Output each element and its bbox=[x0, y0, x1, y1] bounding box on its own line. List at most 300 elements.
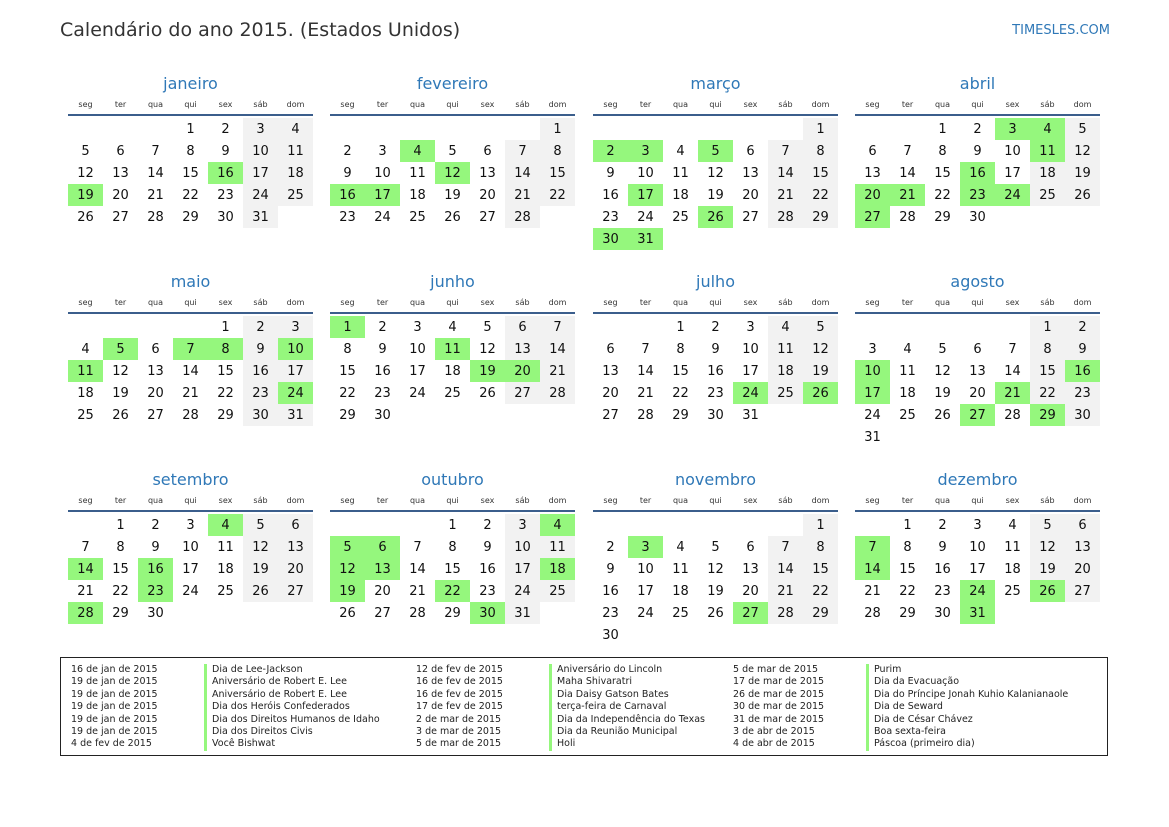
holiday-name: Boa sexta-feira bbox=[874, 725, 946, 737]
day-cell: 23 bbox=[339, 209, 356, 225]
weekday-label: sex bbox=[480, 100, 495, 109]
month-name: agosto bbox=[950, 272, 1005, 291]
empty-cell bbox=[960, 426, 995, 448]
weekday-label: dom bbox=[811, 298, 830, 307]
empty-cell bbox=[733, 118, 768, 140]
empty-cell bbox=[330, 118, 365, 140]
day-cell: 23 bbox=[374, 385, 391, 401]
day-cell: 21 bbox=[864, 583, 881, 599]
empty-cell bbox=[733, 624, 768, 646]
weekday-label: dom bbox=[811, 100, 830, 109]
weekday-label: sáb bbox=[778, 496, 793, 505]
holiday-name: Dia de César Chávez bbox=[874, 713, 973, 725]
empty-cell bbox=[698, 228, 733, 250]
day-cell: 9 bbox=[606, 561, 615, 577]
day-cell: 9 bbox=[243, 338, 278, 360]
day-cell: 14 bbox=[540, 338, 575, 360]
weekday-label: seg bbox=[78, 298, 93, 307]
day-cell: 13 bbox=[479, 165, 496, 181]
weekday-label: ter bbox=[114, 298, 127, 307]
day-cell: 6 bbox=[606, 341, 615, 357]
day-cell: 22 bbox=[803, 184, 838, 206]
holiday-name: Dia da Evacuação bbox=[874, 676, 960, 688]
day-cell: 8 bbox=[903, 539, 912, 555]
holiday-name: Aniversário de Robert E. Lee bbox=[212, 676, 347, 688]
legend-item bbox=[733, 689, 1068, 701]
holiday-date: 26 de mar de 2015 bbox=[733, 688, 825, 700]
day-cell: 20 bbox=[742, 583, 759, 599]
day-cell: 4 bbox=[768, 316, 803, 338]
header-rule bbox=[68, 510, 313, 512]
day-cell: 27 bbox=[278, 580, 313, 602]
day-cell: 3 bbox=[413, 319, 422, 335]
holiday-marker bbox=[866, 664, 869, 676]
holiday-name: Dia da Independência do Texas bbox=[557, 713, 705, 725]
day-cell: 2 bbox=[151, 517, 160, 533]
day-cell: 25 bbox=[444, 385, 461, 401]
day-cell: 16 bbox=[330, 184, 365, 206]
empty-cell bbox=[435, 118, 470, 140]
legend-item bbox=[733, 664, 1068, 676]
day-cell: 27 bbox=[602, 407, 619, 423]
day-cell: 25 bbox=[540, 580, 575, 602]
day-cell: 29 bbox=[1030, 404, 1065, 426]
month-name: fevereiro bbox=[416, 74, 489, 93]
day-cell: 27 bbox=[505, 382, 540, 404]
day-cell: 7 bbox=[1008, 341, 1017, 357]
day-cell: 23 bbox=[1065, 382, 1100, 404]
day-cell: 12 bbox=[803, 338, 838, 360]
header-rule bbox=[855, 312, 1100, 314]
holiday-date: 3 de mar de 2015 bbox=[416, 725, 502, 737]
legend-item bbox=[733, 701, 1068, 713]
empty-cell bbox=[68, 316, 103, 338]
day-cell: 30 bbox=[593, 228, 628, 250]
weekday-label: sáb bbox=[1040, 298, 1055, 307]
day-cell: 1 bbox=[448, 517, 457, 533]
day-cell: 25 bbox=[672, 605, 689, 621]
weekday-label: dom bbox=[1073, 298, 1092, 307]
holiday-date: 30 de mar de 2015 bbox=[733, 701, 825, 713]
day-cell: 22 bbox=[339, 385, 356, 401]
empty-cell bbox=[803, 624, 838, 646]
day-cell: 3 bbox=[995, 118, 1030, 140]
month-julho bbox=[593, 271, 838, 426]
holiday-marker bbox=[549, 689, 552, 701]
header-rule bbox=[68, 312, 313, 314]
day-cell: 28 bbox=[768, 602, 803, 624]
day-cell: 19 bbox=[243, 558, 278, 580]
month-março bbox=[593, 73, 838, 250]
day-cell: 9 bbox=[973, 143, 982, 159]
month-dezembro bbox=[855, 469, 1100, 624]
weekday-label: qua bbox=[147, 100, 164, 109]
day-cell: 2 bbox=[221, 121, 230, 137]
day-cell: 9 bbox=[151, 539, 160, 555]
day-cell: 30 bbox=[470, 602, 505, 624]
day-cell: 12 bbox=[707, 561, 724, 577]
weekday-header bbox=[593, 293, 838, 312]
day-cell: 19 bbox=[707, 187, 724, 203]
weekday-label: sex bbox=[743, 100, 758, 109]
day-cell: 23 bbox=[934, 583, 951, 599]
holiday-marker bbox=[204, 689, 207, 701]
day-cell: 11 bbox=[1030, 140, 1065, 162]
day-cell: 11 bbox=[435, 338, 470, 360]
holiday-name: Dia da Reunião Municipal bbox=[557, 725, 678, 737]
empty-cell bbox=[173, 602, 208, 624]
weekday-label: sex bbox=[480, 496, 495, 505]
day-cell: 6 bbox=[365, 536, 400, 558]
day-cell: 11 bbox=[672, 561, 689, 577]
holiday-marker bbox=[549, 714, 552, 726]
day-cell: 25 bbox=[217, 583, 234, 599]
holiday-name: Maha Shivaratri bbox=[557, 676, 633, 688]
empty-cell bbox=[540, 602, 575, 624]
month-agosto bbox=[855, 271, 1100, 448]
weekday-label: sex bbox=[1005, 100, 1020, 109]
empty-cell bbox=[1065, 602, 1100, 624]
day-cell: 2 bbox=[378, 319, 387, 335]
header-rule bbox=[593, 312, 838, 314]
month-name: setembro bbox=[152, 470, 229, 489]
empty-cell bbox=[698, 514, 733, 536]
day-cell: 10 bbox=[409, 341, 426, 357]
day-cell: 28 bbox=[864, 605, 881, 621]
day-cell: 25 bbox=[409, 209, 426, 225]
day-cell: 25 bbox=[1004, 583, 1021, 599]
day-cell: 11 bbox=[768, 338, 803, 360]
weekday-label: ter bbox=[901, 100, 914, 109]
weekday-label: seg bbox=[603, 100, 618, 109]
day-cell: 16 bbox=[960, 162, 995, 184]
day-cell: 20 bbox=[505, 360, 540, 382]
weekday-label: seg bbox=[340, 100, 355, 109]
holiday-date: 3 de abr de 2015 bbox=[733, 725, 815, 737]
empty-cell bbox=[803, 228, 838, 250]
day-cell: 17 bbox=[409, 363, 426, 379]
day-cell: 26 bbox=[243, 580, 278, 602]
day-cell: 4 bbox=[400, 140, 435, 162]
day-cell: 19 bbox=[68, 184, 103, 206]
weekday-label: sáb bbox=[253, 100, 268, 109]
header-rule bbox=[330, 114, 575, 116]
day-cell: 17 bbox=[505, 558, 540, 580]
day-cell: 5 bbox=[711, 539, 720, 555]
day-cell: 18 bbox=[77, 385, 94, 401]
day-cell: 24 bbox=[864, 407, 881, 423]
month-name: junho bbox=[430, 272, 475, 291]
holiday-date: 17 de mar de 2015 bbox=[733, 676, 825, 688]
empty-cell bbox=[663, 514, 698, 536]
header-rule bbox=[593, 114, 838, 116]
day-cell: 3 bbox=[243, 118, 278, 140]
day-cell: 31 bbox=[505, 602, 540, 624]
day-cell: 6 bbox=[505, 316, 540, 338]
empty-cell bbox=[400, 404, 435, 426]
empty-cell bbox=[243, 602, 278, 624]
weekday-header bbox=[855, 491, 1100, 510]
day-cell: 29 bbox=[112, 605, 129, 621]
day-cell: 15 bbox=[112, 561, 129, 577]
day-cell: 12 bbox=[707, 165, 724, 181]
day-cell: 25 bbox=[278, 184, 313, 206]
empty-cell bbox=[1065, 426, 1100, 448]
holiday-date: 5 de mar de 2015 bbox=[416, 738, 502, 750]
weekday-label: ter bbox=[376, 298, 389, 307]
weekday-label: qui bbox=[709, 100, 722, 109]
empty-cell bbox=[855, 514, 890, 536]
empty-cell bbox=[768, 404, 803, 426]
weekday-label: seg bbox=[78, 496, 93, 505]
weekday-label: qua bbox=[934, 298, 951, 307]
day-cell: 23 bbox=[217, 187, 234, 203]
empty-cell bbox=[505, 404, 540, 426]
day-cell: 31 bbox=[243, 206, 278, 228]
weekday-label: seg bbox=[865, 298, 880, 307]
day-cell: 9 bbox=[378, 341, 387, 357]
day-cell: 29 bbox=[182, 209, 199, 225]
day-cell: 10 bbox=[182, 539, 199, 555]
day-cell: 19 bbox=[1030, 558, 1065, 580]
empty-cell bbox=[890, 118, 925, 140]
site-link[interactable]: TIMESLES.COM bbox=[1012, 23, 1110, 38]
day-cell: 15 bbox=[217, 363, 234, 379]
weekday-label: ter bbox=[114, 100, 127, 109]
empty-cell bbox=[1030, 426, 1065, 448]
day-cell: 5 bbox=[330, 536, 365, 558]
empty-cell bbox=[995, 316, 1030, 338]
day-cell: 6 bbox=[151, 341, 160, 357]
day-cell: 11 bbox=[1004, 539, 1021, 555]
holiday-marker bbox=[866, 714, 869, 726]
day-grid bbox=[593, 316, 838, 426]
weekday-header bbox=[855, 95, 1100, 114]
day-cell: 29 bbox=[217, 407, 234, 423]
day-cell: 12 bbox=[243, 536, 278, 558]
weekday-header bbox=[68, 293, 313, 312]
holiday-marker bbox=[866, 689, 869, 701]
empty-cell bbox=[540, 206, 575, 228]
empty-cell bbox=[663, 118, 698, 140]
day-cell: 17 bbox=[243, 162, 278, 184]
day-cell: 17 bbox=[182, 561, 199, 577]
day-cell: 9 bbox=[1065, 338, 1100, 360]
holiday-marker bbox=[204, 726, 207, 738]
day-cell: 26 bbox=[444, 209, 461, 225]
day-grid bbox=[330, 316, 575, 426]
weekday-label: qui bbox=[184, 298, 197, 307]
day-cell: 21 bbox=[995, 382, 1030, 404]
day-cell: 22 bbox=[934, 187, 951, 203]
day-cell: 31 bbox=[628, 228, 663, 250]
day-cell: 28 bbox=[68, 602, 103, 624]
weekday-label: ter bbox=[639, 298, 652, 307]
day-cell: 15 bbox=[934, 165, 951, 181]
day-cell: 19 bbox=[112, 385, 129, 401]
holiday-date: 16 de fev de 2015 bbox=[416, 676, 503, 688]
holiday-name: Holi bbox=[557, 738, 576, 750]
day-cell: 19 bbox=[444, 187, 461, 203]
empty-cell bbox=[505, 118, 540, 140]
legend-item bbox=[71, 664, 380, 676]
day-cell: 8 bbox=[803, 140, 838, 162]
day-cell: 11 bbox=[540, 536, 575, 558]
weekday-label: ter bbox=[901, 298, 914, 307]
day-cell: 21 bbox=[182, 385, 199, 401]
day-cell: 5 bbox=[81, 143, 90, 159]
day-cell: 30 bbox=[374, 407, 391, 423]
day-cell: 31 bbox=[960, 602, 995, 624]
weekday-header bbox=[593, 491, 838, 510]
day-cell: 13 bbox=[1065, 536, 1100, 558]
day-cell: 10 bbox=[742, 341, 759, 357]
day-cell: 19 bbox=[934, 385, 951, 401]
day-cell: 30 bbox=[602, 627, 619, 643]
day-cell: 28 bbox=[1004, 407, 1021, 423]
day-cell: 4 bbox=[540, 514, 575, 536]
weekday-label: seg bbox=[78, 100, 93, 109]
weekday-label: sáb bbox=[1040, 496, 1055, 505]
day-cell: 17 bbox=[628, 184, 663, 206]
day-cell: 14 bbox=[68, 558, 103, 580]
legend-item bbox=[416, 676, 705, 688]
holiday-marker bbox=[866, 738, 869, 750]
day-cell: 15 bbox=[803, 162, 838, 184]
month-name: maio bbox=[170, 272, 211, 291]
day-cell: 6 bbox=[1065, 514, 1100, 536]
day-cell: 20 bbox=[602, 385, 619, 401]
day-cell: 16 bbox=[1065, 360, 1100, 382]
day-cell: 4 bbox=[208, 514, 243, 536]
weekday-label: qua bbox=[409, 298, 426, 307]
day-cell: 1 bbox=[803, 514, 838, 536]
day-cell: 13 bbox=[278, 536, 313, 558]
day-cell: 29 bbox=[444, 605, 461, 621]
weekday-label: qua bbox=[672, 298, 689, 307]
empty-cell bbox=[995, 206, 1030, 228]
holiday-marker bbox=[549, 664, 552, 676]
weekday-label: dom bbox=[286, 496, 305, 505]
day-cell: 10 bbox=[969, 539, 986, 555]
weekday-label: sex bbox=[1005, 496, 1020, 505]
day-cell: 7 bbox=[540, 316, 575, 338]
day-cell: 3 bbox=[278, 316, 313, 338]
day-cell: 19 bbox=[707, 583, 724, 599]
day-cell: 14 bbox=[409, 561, 426, 577]
empty-cell bbox=[138, 118, 173, 140]
weekday-label: ter bbox=[901, 496, 914, 505]
day-cell: 26 bbox=[479, 385, 496, 401]
day-cell: 4 bbox=[448, 319, 457, 335]
weekday-header bbox=[68, 491, 313, 510]
weekday-label: sex bbox=[218, 496, 233, 505]
month-name: julho bbox=[696, 272, 735, 291]
weekday-header bbox=[68, 95, 313, 114]
holiday-name: Purim bbox=[874, 664, 902, 675]
day-cell: 27 bbox=[1065, 580, 1100, 602]
day-cell: 10 bbox=[637, 165, 654, 181]
weekday-label: sáb bbox=[778, 100, 793, 109]
day-cell: 27 bbox=[479, 209, 496, 225]
day-cell: 30 bbox=[707, 407, 724, 423]
day-cell: 4 bbox=[676, 143, 685, 159]
holiday-marker bbox=[866, 676, 869, 688]
holiday-marker bbox=[204, 738, 207, 750]
day-cell: 16 bbox=[602, 187, 619, 203]
day-cell: 14 bbox=[147, 165, 164, 181]
day-cell: 15 bbox=[803, 558, 838, 580]
day-cell: 21 bbox=[505, 184, 540, 206]
day-cell: 26 bbox=[339, 605, 356, 621]
day-cell: 20 bbox=[742, 187, 759, 203]
day-cell: 3 bbox=[505, 514, 540, 536]
day-cell: 18 bbox=[444, 363, 461, 379]
weekday-label: seg bbox=[603, 298, 618, 307]
day-cell: 5 bbox=[938, 341, 947, 357]
day-cell: 8 bbox=[938, 143, 947, 159]
day-cell: 7 bbox=[641, 341, 650, 357]
legend-column bbox=[71, 664, 380, 751]
empty-cell bbox=[628, 514, 663, 536]
day-cell: 18 bbox=[672, 187, 689, 203]
day-cell: 6 bbox=[483, 143, 492, 159]
day-cell: 17 bbox=[278, 360, 313, 382]
day-cell: 21 bbox=[768, 184, 803, 206]
day-cell: 13 bbox=[742, 561, 759, 577]
day-cell: 9 bbox=[711, 341, 720, 357]
day-cell: 12 bbox=[112, 363, 129, 379]
day-cell: 13 bbox=[864, 165, 881, 181]
day-cell: 22 bbox=[672, 385, 689, 401]
empty-cell bbox=[103, 316, 138, 338]
empty-cell bbox=[593, 316, 628, 338]
holiday-marker bbox=[204, 676, 207, 688]
legend-item bbox=[71, 701, 380, 713]
empty-cell bbox=[365, 118, 400, 140]
legend-item bbox=[733, 726, 1068, 738]
day-cell: 27 bbox=[112, 209, 129, 225]
day-cell: 6 bbox=[278, 514, 313, 536]
day-cell: 19 bbox=[803, 360, 838, 382]
legend-item bbox=[416, 689, 705, 701]
day-cell: 11 bbox=[672, 165, 689, 181]
empty-cell bbox=[768, 228, 803, 250]
day-cell: 17 bbox=[969, 561, 986, 577]
day-cell: 10 bbox=[374, 165, 391, 181]
day-cell: 5 bbox=[698, 140, 733, 162]
day-cell: 22 bbox=[435, 580, 470, 602]
empty-cell bbox=[470, 118, 505, 140]
day-cell: 28 bbox=[768, 206, 803, 228]
month-name: março bbox=[690, 74, 741, 93]
weekday-label: sáb bbox=[253, 298, 268, 307]
weekday-label: ter bbox=[376, 100, 389, 109]
empty-cell bbox=[733, 514, 768, 536]
day-grid bbox=[68, 316, 313, 426]
day-cell: 21 bbox=[637, 385, 654, 401]
holiday-date: 19 de jan de 2015 bbox=[71, 701, 158, 713]
day-cell: 25 bbox=[77, 407, 94, 423]
weekday-label: dom bbox=[1073, 100, 1092, 109]
empty-cell bbox=[1065, 206, 1100, 228]
weekday-label: ter bbox=[114, 496, 127, 505]
day-cell: 5 bbox=[243, 514, 278, 536]
day-cell: 6 bbox=[746, 143, 755, 159]
day-cell: 13 bbox=[112, 165, 129, 181]
month-novembro bbox=[593, 469, 838, 646]
empty-cell bbox=[400, 118, 435, 140]
